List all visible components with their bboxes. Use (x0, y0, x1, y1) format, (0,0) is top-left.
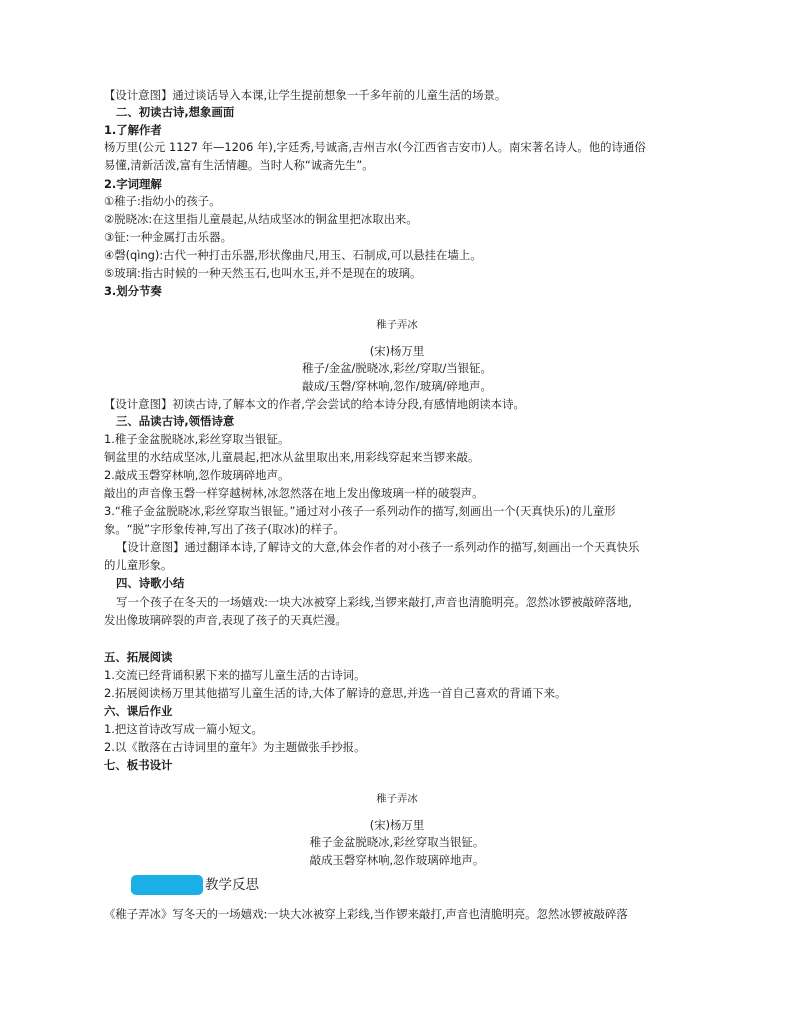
design-intent-3-line1: 【设计意图】通过翻译本诗,了解诗文的大意,体会作者的对小孩子一系列动作的描写,刻画出一个天真快乐 (116, 540, 640, 554)
poem-title: 稚子弄冰 (376, 319, 418, 331)
verse-1: 1.稚子金盆脱晓冰,彩丝穿取当银钲。 (104, 432, 290, 446)
analysis-line1: 3.“稚子金盆脱晓冰,彩丝穿取当银钲。”通过对小孩子一系列动作的描写,刻画出一个(天真快乐)的儿童形 (104, 504, 616, 518)
poem-line-1: 稚子/金盆/脱晓冰,彩丝/穿取/当银钲。 (302, 361, 492, 375)
subheading-author: 1.了解作者 (104, 123, 162, 137)
subheading-vocab: 2.字词理解 (104, 177, 162, 191)
analysis-line2: 象。“脱”字形象传神,写出了孩子(取冰)的样子。 (104, 522, 345, 536)
board-poem-line-2: 敲成玉磬穿林响,忽作玻璃碎地声。 (309, 853, 485, 867)
homework-item-2: 2.以《散落在古诗词里的童年》为主题做张手抄报。 (104, 740, 366, 754)
verse-2-translation: 敲出的声音像玉磬一样穿越树林,冰忽然落在地上发出像玻璃一样的破裂声。 (104, 486, 484, 500)
vocab-item-2: ②脱晓冰:在这里指儿童晨起,从结成坚冰的铜盆里把冰取出来。 (104, 212, 418, 226)
extension-item-1: 1.交流已经背诵积累下来的描写儿童生活的古诗词。 (104, 668, 366, 682)
design-intent-3-line2: 的儿童形象。 (104, 558, 173, 572)
author-intro-line1: 杨万里(公元 1127 年—1206 年),字廷秀,号诚斋,吉州吉水(今江西省吉安市)人。南宋著名诗人。他的诗通俗 (104, 140, 646, 154)
vocab-item-3: ③钲:一种金属打击乐器。 (104, 230, 232, 244)
subheading-rhythm: 3.划分节奏 (104, 284, 162, 298)
verse-2: 2.敲成玉磬穿林响,忽作玻璃碎地声。 (104, 468, 290, 482)
summary-line2: 发出像玻璃碎裂的声音,表现了孩子的天真烂漫。 (104, 613, 347, 627)
board-poem-line-1: 稚子金盆脱晓冰,彩丝穿取当银钲。 (309, 835, 485, 849)
homework-item-1: 1.把这首诗改写成一篇小短文。 (104, 722, 263, 736)
design-intent-1: 【设计意图】通过谈话导入本课,让学生提前想象一千多年前的儿童生活的场景。 (104, 88, 507, 102)
board-poem-author: (宋)杨万里 (369, 818, 425, 832)
section-3-heading: 三、品读古诗,领悟诗意 (116, 414, 235, 428)
poem-author: (宋)杨万里 (369, 344, 425, 358)
section-7-heading: 七、板书设计 (104, 758, 173, 772)
vocab-item-4: ④磬(qìng):古代一种打击乐器,形状像曲尺,用玉、石制成,可以悬挂在墙上。 (104, 248, 482, 262)
vocab-item-5: ⑤玻璃:指古时候的一种天然玉石,也叫水玉,并不是现在的玻璃。 (104, 266, 422, 280)
reflection-title: 教学反思 (205, 877, 259, 893)
summary-line1: 写一个孩子在冬天的一场嬉戏:一块大冰被穿上彩线,当锣来敲打,声音也清脆明亮。忽然冰锣被敲碎落地, (116, 595, 632, 609)
section-4-heading: 四、诗歌小结 (116, 576, 185, 590)
section-6-heading: 六、课后作业 (104, 704, 173, 718)
author-intro-line2: 易懂,清新活泼,富有生活情趣。当时人称“诚斋先生”。 (104, 158, 374, 172)
extension-item-2: 2.拓展阅读杨万里其他描写儿童生活的诗,大体了解诗的意思,并选一首自己喜欢的背诵下来。 (104, 686, 567, 700)
verse-1-translation: 铜盆里的水结成坚冰,儿童晨起,把冰从盆里取出来,用彩线穿起来当锣来敲。 (104, 450, 480, 464)
reflection-badge (131, 875, 203, 895)
design-intent-2: 【设计意图】初读古诗,了解本文的作者,学会尝试的给本诗分段,有感情地朗读本诗。 (104, 397, 525, 411)
vocab-item-1: ①稚子:指幼小的孩子。 (104, 194, 221, 208)
board-poem-title: 稚子弄冰 (376, 793, 418, 805)
reflection-text: 《稚子弄冰》写冬天的一场嬉戏:一块大冰被穿上彩线,当作锣来敲打,声音也清脆明亮。忽然冰锣被敲碎落 (104, 907, 628, 921)
section-5-heading: 五、拓展阅读 (104, 650, 173, 664)
poem-line-2: 敲成/玉磬/穿林响,忽作/玻璃/碎地声。 (302, 379, 492, 393)
section-2-heading: 二、初读古诗,想象画面 (116, 105, 235, 119)
